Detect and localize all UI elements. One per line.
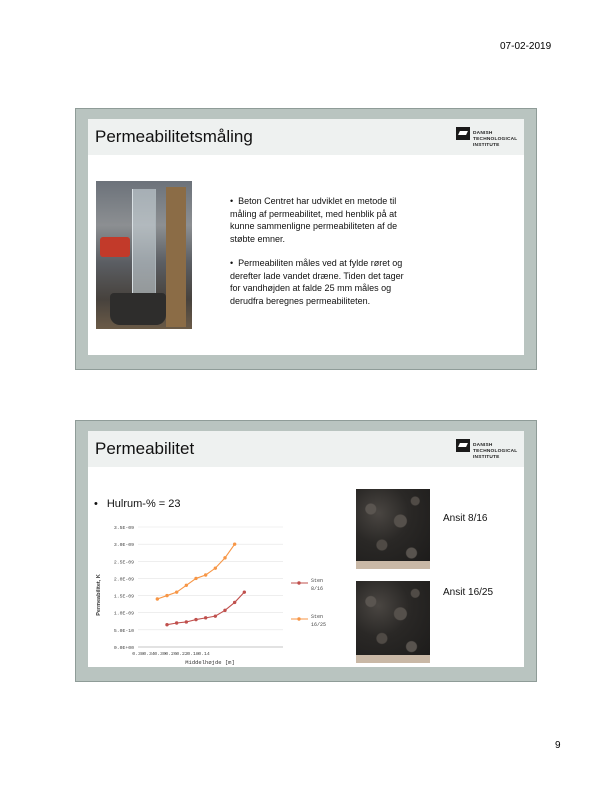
- permeability-chart: [88, 515, 348, 671]
- slide-permeabilitet: [75, 420, 537, 682]
- data-point: [233, 542, 236, 545]
- data-point: [175, 621, 178, 624]
- logo-text-line2: TECHNOLOGICAL: [473, 449, 518, 454]
- y-tick-label: 1.5E-09: [113, 594, 134, 600]
- y-tick-label: 3.5E-09: [113, 526, 134, 531]
- data-point: [165, 594, 168, 597]
- dti-logo: [456, 127, 526, 161]
- x-tick-label: 0.18: [187, 652, 199, 657]
- y-axis-label: Permeabilitet, K: [96, 574, 102, 616]
- slide-content: [88, 119, 524, 355]
- logo-text-line2: TECHNOLOGICAL: [473, 137, 518, 142]
- data-point: [233, 601, 236, 604]
- data-point: [223, 609, 226, 612]
- bullet-item: • Permeabiliten måles ved at fylde røret og derefter lade vandet dræne. Tiden det tager for vandhøjden at falde 25 mm måles og derudfra beregnes permeabiliteten.: [230, 258, 404, 306]
- chart-svg: [88, 515, 348, 671]
- series-line: [167, 592, 244, 625]
- x-tick-label: 0.22: [176, 652, 188, 657]
- x-tick-label: 0.30: [154, 652, 166, 657]
- data-point: [156, 597, 159, 600]
- data-point: [204, 616, 207, 619]
- legend-label: 16/25: [311, 622, 327, 628]
- legend-marker: [297, 581, 300, 584]
- y-tick-label: 2.5E-09: [113, 560, 134, 566]
- data-point: [214, 566, 217, 569]
- data-point: [223, 556, 226, 559]
- x-tick-label: 0.34: [143, 652, 155, 657]
- x-axis-label: Middelhøjde [m]: [185, 659, 235, 666]
- sample-label-16-25: Ansit 16/25: [443, 587, 494, 598]
- logo-text-line1: DANISH: [473, 443, 493, 448]
- data-point: [194, 618, 197, 621]
- slide1-bullets: [230, 195, 408, 319]
- logo-mark-icon: [456, 127, 470, 140]
- y-tick-label: 1.0E-09: [113, 611, 134, 617]
- sample-photo-8-16: [356, 489, 430, 569]
- slide-title: Permeabilitetsmåling: [95, 127, 253, 146]
- page-number: 9: [555, 740, 561, 751]
- y-tick-label: 0.0E+00: [113, 646, 134, 651]
- sample-label-8-16: Ansit 8/16: [443, 513, 488, 524]
- x-tick-label: 0.38: [132, 652, 144, 657]
- y-tick-label: 3.0E-09: [113, 543, 134, 549]
- data-point: [185, 584, 188, 587]
- legend-marker: [297, 617, 300, 620]
- logo-text-line1: DANISH: [473, 131, 493, 136]
- hulrum-bullet: • Hulrum-% = 23: [94, 498, 181, 510]
- data-point: [194, 577, 197, 580]
- data-point: [185, 620, 188, 623]
- sample-photo-16-25: [356, 581, 430, 663]
- slide-title: Permeabilitet: [95, 439, 195, 458]
- bullet-item: • Beton Centret har udviklet en metode til måling af permeabilitet, med henblik på at kunne sammenligne permeabiliteten af de støbte emner.: [230, 196, 398, 244]
- logo-text-line3: INSTITUTE: [473, 143, 500, 148]
- date: 07-02-2019: [500, 41, 552, 52]
- legend-label: Sten: [311, 614, 324, 620]
- dti-logo: [456, 439, 526, 473]
- series-line: [157, 544, 234, 599]
- data-point: [165, 623, 168, 626]
- logo-mark-icon: [456, 439, 470, 452]
- y-tick-label: 2.0E-09: [113, 577, 134, 583]
- data-point: [204, 573, 207, 576]
- slide-content: [88, 431, 524, 667]
- logo-text-line3: INSTITUTE: [473, 455, 500, 460]
- y-tick-label: 5.0E-10: [113, 628, 134, 634]
- slide-permeabilitetsmaaling: [75, 108, 537, 370]
- legend-label: 8/16: [311, 586, 324, 592]
- data-point: [175, 590, 178, 593]
- x-tick-label: 0.14: [198, 652, 210, 657]
- test-setup-photo: [96, 181, 192, 329]
- data-point: [243, 590, 246, 593]
- legend-label: Sten: [311, 578, 324, 584]
- data-point: [214, 614, 217, 617]
- x-tick-label: 0.26: [165, 652, 177, 657]
